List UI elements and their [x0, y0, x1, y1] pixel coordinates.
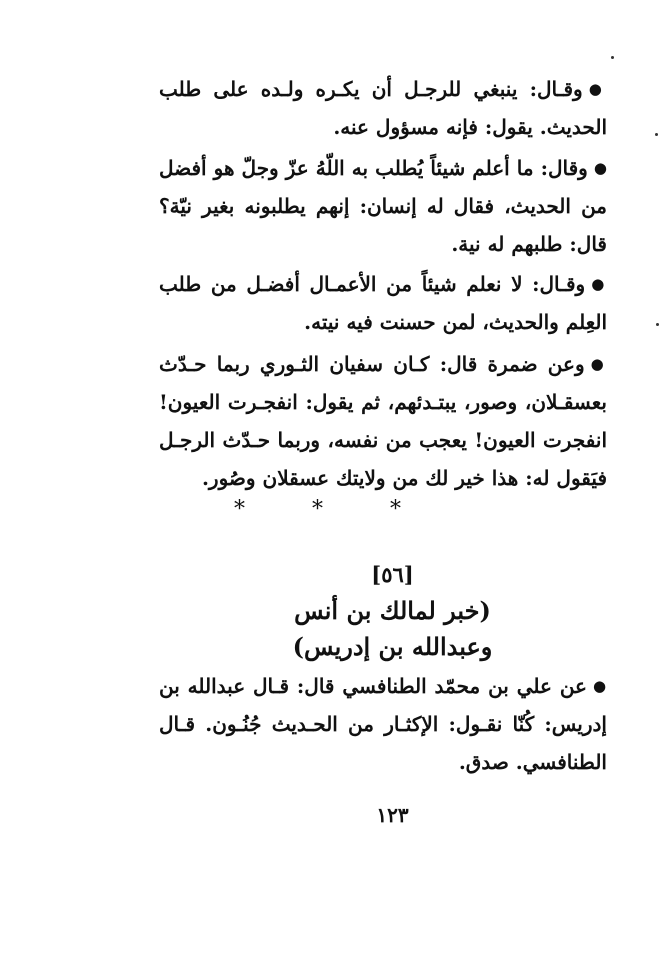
scan-speck	[656, 323, 659, 326]
paragraph-3	[159, 265, 607, 341]
paragraph-4	[159, 345, 607, 497]
section-separator: * * *	[234, 497, 431, 522]
paragraph-text: وعن ضمرة قال: كـان سفيان الثـوري ربما حـدّث بعسقـلان، وصور، يبتـدئهم، ثم يقول: انفجـرت العيون! انفجرت العيون! يعجب من نفسه، وربما حـدّث الرجـل فيَقول له: هذا خير لك من ولايتك عسقلان وصُور.	[159, 352, 607, 490]
page-number: ١٢٣	[376, 803, 409, 827]
paragraph-text: وقـال: ينبغي للرجـل أن يكـره ولـده على طلب الحديث. يقول: فإنه مسؤول عنه.	[159, 77, 607, 139]
scan-speck	[655, 133, 658, 136]
section-title-line-1: (خبر لمالك بن أنس	[294, 596, 491, 625]
paragraph-1	[159, 70, 607, 146]
bullet-icon: ●	[593, 159, 607, 177]
bullet-icon: ●	[591, 275, 607, 293]
paragraph-text: عن علي بن محمّد الطنافسي قال: قـال عبدالله بن إدريس: كُنّا نقـول: الإكثـار من الحـديث جُنُـون. قـال الطنافسي. صدق.	[159, 674, 607, 774]
scan-speck	[611, 56, 614, 59]
bullet-icon: ●	[590, 355, 607, 373]
paragraph-text: وقال: ما أعلم شيئاً يُطلب به اللّهُ عزّ وجلّ هو أفضل من الحديث، فقال له إنسان: إنهم يطلبونه بغير نيّة؟ قال: طلبهم له نية.	[159, 156, 607, 256]
bullet-icon: ●	[593, 677, 608, 695]
paragraph-text: وقـال: لا نعلم شيئاً من الأعمـال أفضـل من طلب العِلم والحديث، لمن حسنت فيه نيته.	[159, 272, 607, 334]
section-number: [٥٦]	[371, 562, 414, 587]
bullet-icon: ●	[588, 80, 607, 98]
paragraph-5	[159, 667, 607, 781]
section-title-line-2: وعبدالله بن إدريس)	[292, 632, 493, 661]
paragraph-2	[159, 149, 607, 263]
